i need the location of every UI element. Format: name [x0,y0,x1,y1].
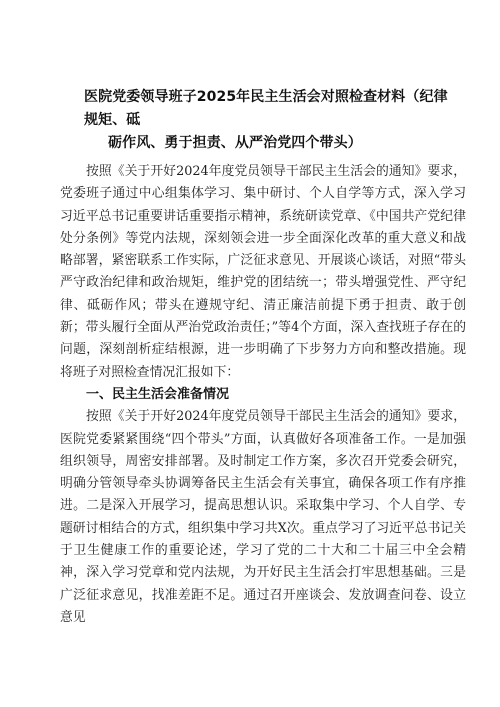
document-title-line-1: 医院党委领导班子2025年民主生活会对照检查材料（纪律规矩、砥 [84,89,448,128]
intro-paragraph: 按照《关于开好2024年度党员领导干部民主生活会的通知》要求，党委班子通过中心组集体学习、集中研讨、个人自学等方式，深入学习习近平总书记重要讲话重要指示精神，系统研读党章、《中国共产党纪律处分条例》等党内法规，深刻领会进一步全面深化改革的重大意义和战略部署，紧密联系工作实际，广泛征求意见、开展谈心谈话，对照“带头严守政治纪律和政治规矩，维护党的团结统一；带头增强党性、严守纪律、砥砺作风；带头在遵规守纪、清正廉洁前提下勇于担责、敢于创新；带头履行全面从严治党政治责任；”等4个方面，深入查找班子存在的问题，深刻剖析症结根源，进一步明确了下步努力方向和整改措施。现将班子对照检查情况汇报如下： [60,164,466,380]
document-body [60,161,466,629]
document-title [84,86,454,155]
document-title-line-2: 砺作风、勇于担责、从严治党四个带头） [108,135,362,151]
preparation-paragraph: 按照《关于开好2024年度党员领导干部民主生活会的通知》要求，医院党委紧紧围绕“四个带头”方面，认真做好各项准备工作。一是加强组织领导，周密安排部署。及时制定工作方案，多次召开党委会研究，明确分管领导牵头协调筹备民主生活会有关事宜，确保各项工作有序推进。二是深入开展学习，提高思想认识。采取集中学习、个人自学、专题研讨相结合的方式，组织集中学习共X次。重点学习了习近平总书记关于卫生健康工作的重要论述，学习了党的二十大和二十届三中全会精神，深入学习党章和党内法规，为开好民主生活会打牢思想基础。三是广泛征求意见，找准差距不足。通过召开座谈会、发放调查问卷、设立意见 [60,409,466,625]
section-heading-preparation: 一、民主生活会准备情况 [86,386,230,402]
